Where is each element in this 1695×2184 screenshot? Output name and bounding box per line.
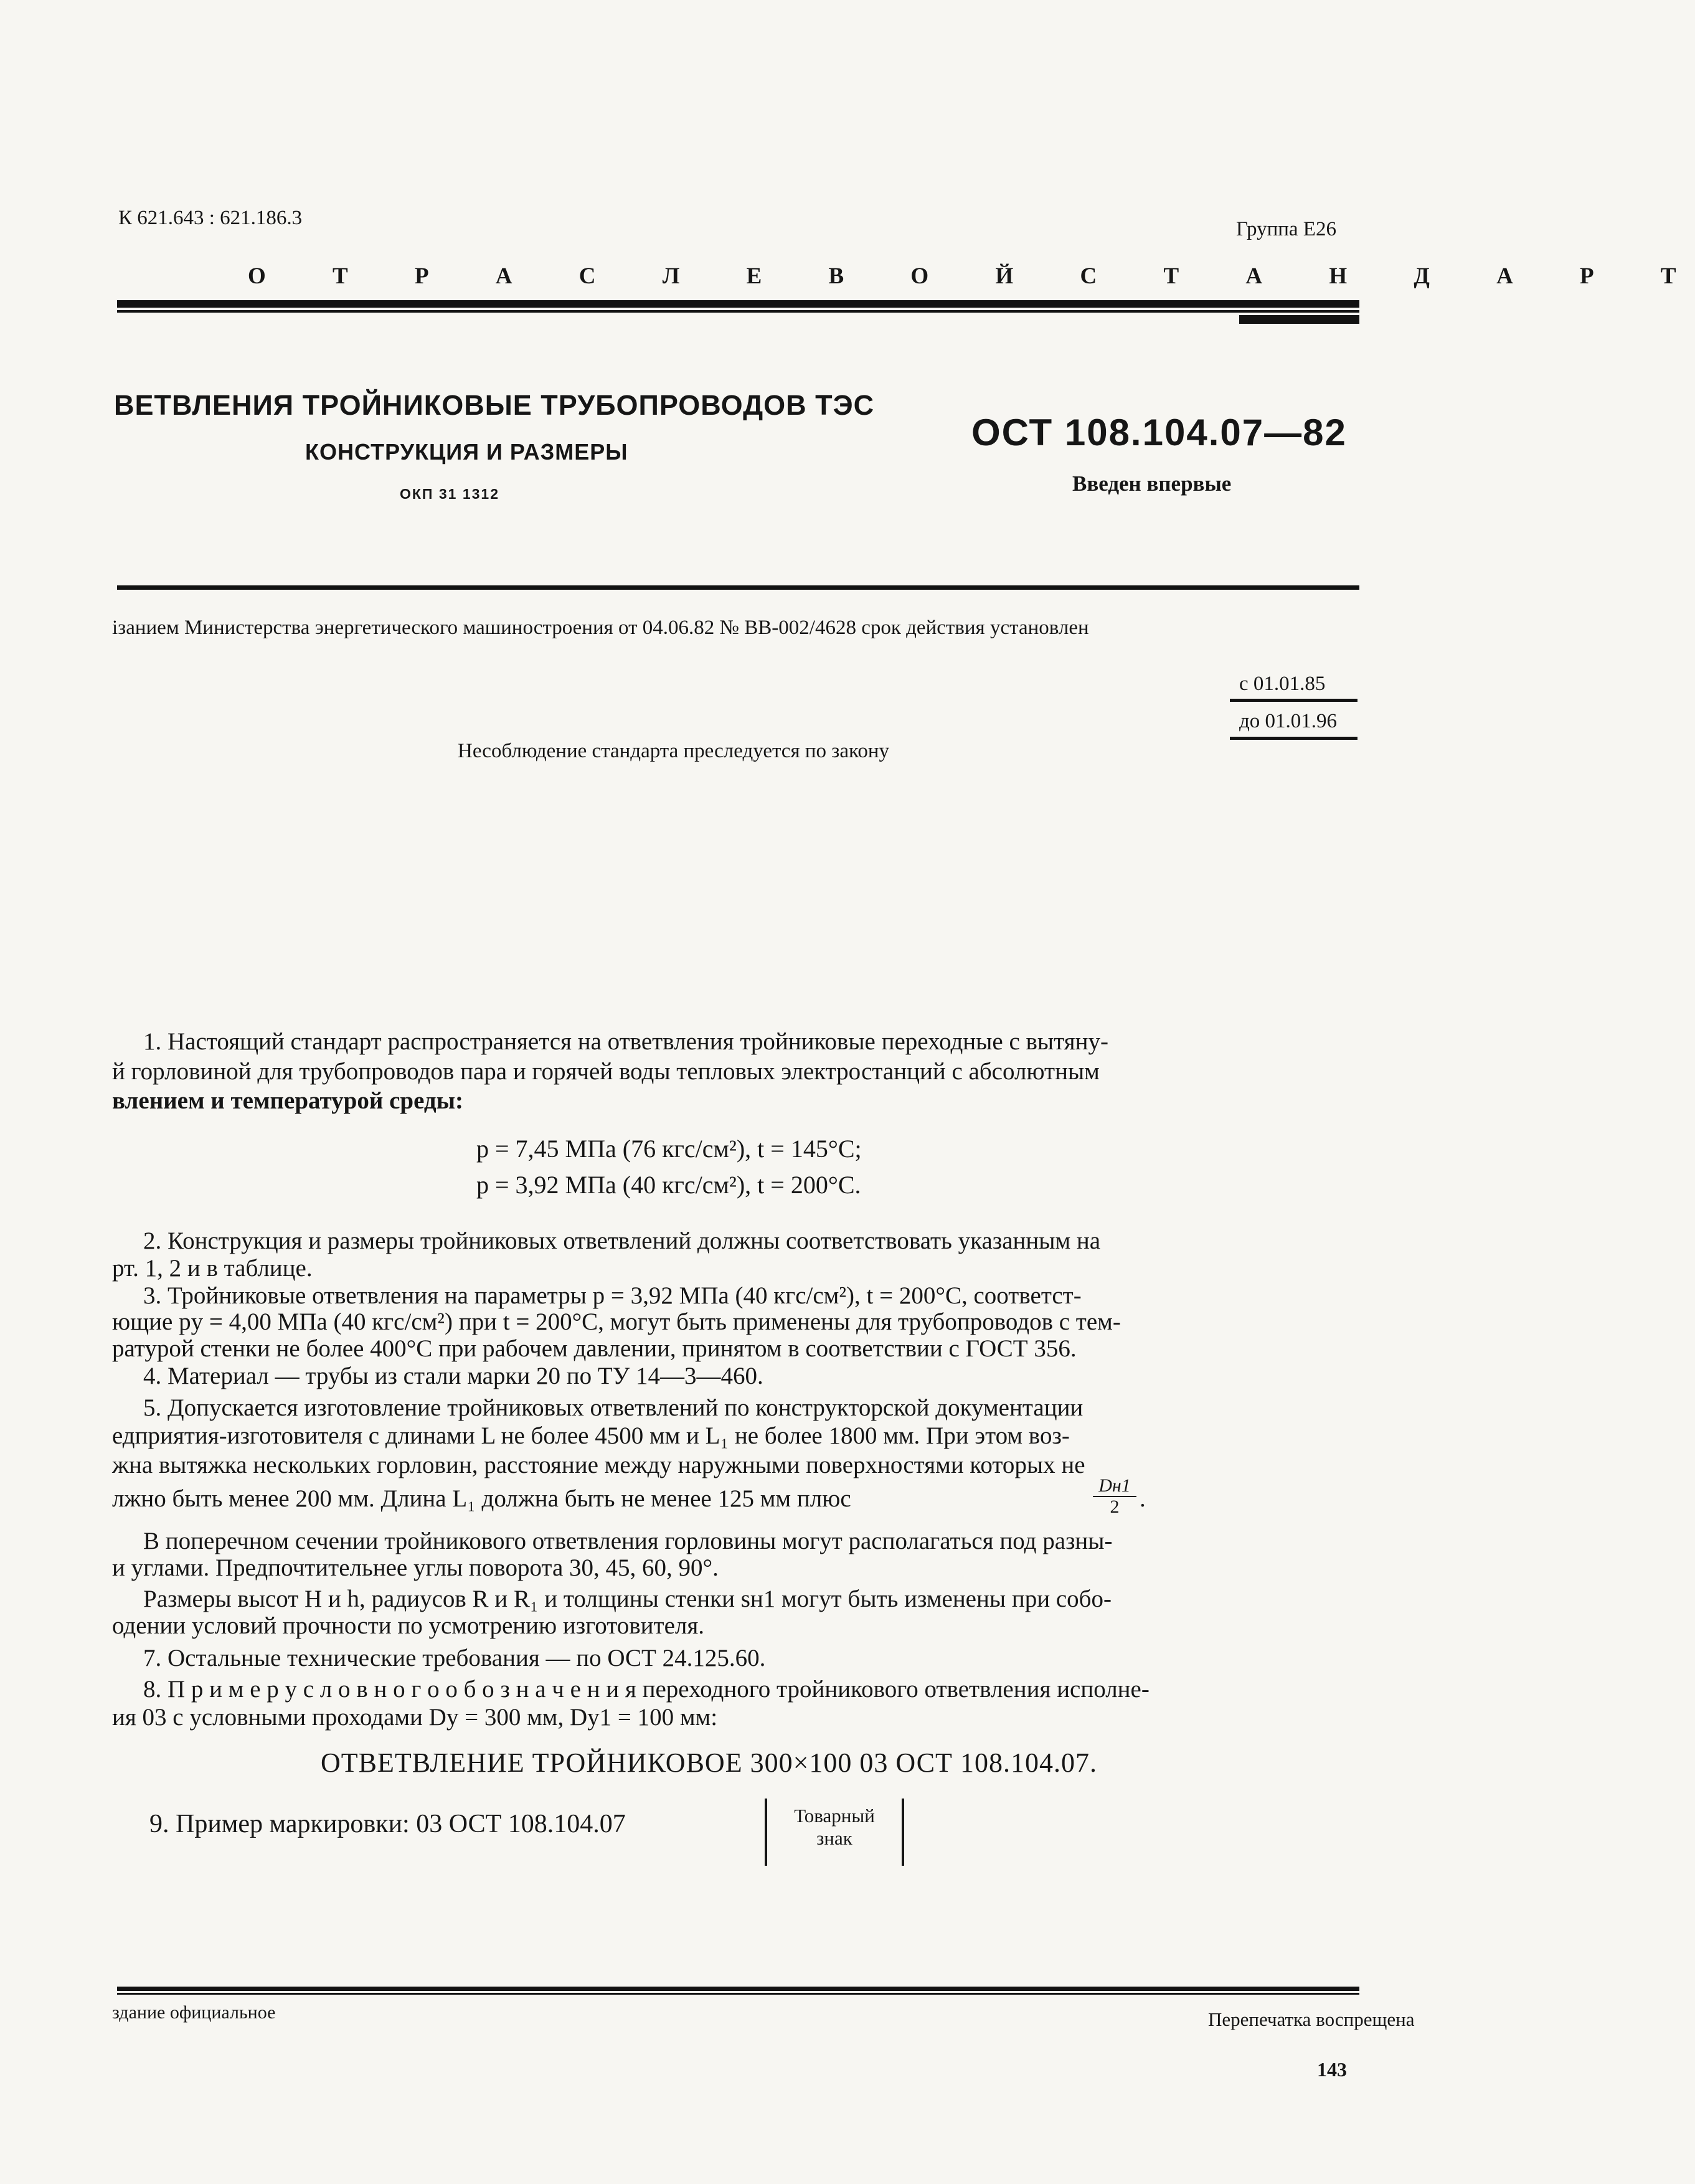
p5-line5: В поперечном сечении тройникового ответвления горловины могут располагаться под разны-: [143, 1528, 1113, 1554]
valid-from-rule: [1230, 699, 1357, 702]
document-subtitle: КОНСТРУКЦИЯ И РАЗМЕРЫ: [305, 439, 628, 465]
p5-line2: едприятия-изготовителя с длинами L не более 4500 мм и L₁ не более 1800 мм. При этом воз-: [112, 1422, 1070, 1449]
p3-line3: ратурой стенки не более 400°С при рабочем давлении, принятом в соответствии с ГОСТ 356.: [112, 1335, 1077, 1362]
fraction: [1093, 1476, 1136, 1517]
p8-line2: ия 03 с условными проходами Dу = 300 мм, Dу1 = 100 мм:: [112, 1704, 718, 1731]
p6-line1: Размеры высот H и h, радиусов R и R₁ и толщины стенки sн1 могут быть изменены при собо-: [143, 1586, 1112, 1612]
title-rule: [117, 585, 1359, 590]
trademark-box: [765, 1799, 904, 1866]
p1-line2: й горловиной для трубопроводов пара и горячей воды тепловых электростанций с абсолютным: [112, 1058, 1100, 1085]
marking-example: 9. Пример маркировки: 03 ОСТ 108.104.07: [149, 1810, 626, 1838]
header-rule-thick: [117, 300, 1359, 308]
p5-line3: жна вытяжка нескольких горловин, расстояние между наружными поверхностями которых не: [112, 1452, 1085, 1478]
p5-line4: лжно быть менее 200 мм. Длина L₁ должна быть не менее 125 мм плюс: [112, 1485, 851, 1512]
group-code: Группа Е26: [1236, 218, 1336, 240]
p3-line2: ющие pу = 4,00 МПа (40 кгс/см²) при t = 200°С, могут быть применены для трубопроводов с тем-: [112, 1308, 1121, 1335]
valid-to: до 01.01.96: [1239, 710, 1338, 732]
p7-line: 7. Остальные технические требования — по ОСТ 24.125.60.: [143, 1645, 766, 1671]
p1-line1: 1. Настоящий стандарт распространяется на ответвления тройниковые переходные с вытяну-: [143, 1028, 1108, 1055]
valid-to-rule: [1230, 737, 1357, 740]
formula-1: p = 7,45 МПа (76 кгс/см²), t = 145°С;: [476, 1135, 862, 1163]
approval-text: ізанием Министерства энергетического машиностроения от 04.06.82 № ВВ-002/4628 срок действия установлен: [112, 617, 1089, 639]
footer-rule-thick: [117, 1987, 1359, 1991]
header-rule-bottom: [1239, 315, 1359, 324]
fraction-denominator: 2: [1110, 1496, 1120, 1517]
reprint-prohibited: Перепечатка воспрещена: [1208, 2008, 1415, 2030]
p8-line1: 8. П р и м е р у с л о в н о г о о б о з н а ч е н и я переходного тройникового ответвления исполне-: [143, 1676, 1150, 1703]
official-edition: здание официальное: [112, 2002, 276, 2023]
valid-from: с 01.01.85: [1239, 673, 1326, 695]
formula-2: p = 3,92 МПа (40 кгс/см²), t = 200°С.: [476, 1171, 861, 1199]
p5-line4-end: .: [1140, 1485, 1146, 1512]
p2-line1: 2. Конструкция и размеры тройниковых ответвлений должны соответствовать указанным на: [143, 1227, 1101, 1254]
p2-line2: рт. 1, 2 и в таблице.: [112, 1255, 313, 1282]
standard-designation: ОСТ 108.104.07—82: [971, 412, 1347, 453]
standard-heading: О Т Р А С Л Е В О Й С Т А Н Д А Р Т: [248, 263, 1695, 289]
p5-line6: и углами. Предпочтительнее углы поворота 30, 45, 60, 90°.: [112, 1554, 719, 1581]
designation-example: ОТВЕТВЛЕНИЕ ТРОЙНИКОВОЕ 300×100 03 ОСТ 108.104.07.: [321, 1747, 1097, 1778]
okp-code: ОКП 31 1312: [400, 486, 499, 502]
page-number: 143: [1317, 2058, 1347, 2081]
udk-code: К 621.643 : 621.186.3: [118, 207, 303, 229]
footer-rule-thin: [117, 1993, 1359, 1995]
p4-line: 4. Материал — трубы из стали марки 20 по ТУ 14—3—460.: [143, 1363, 763, 1389]
trademark-line2: знак: [816, 1827, 852, 1849]
noncompliance-note: Несоблюдение стандарта преследуется по закону: [458, 740, 889, 762]
p3-line1: 3. Тройниковые ответвления на параметры p = 3,92 МПа (40 кгс/см²), t = 200°С, соответст-: [143, 1282, 1082, 1309]
p5-line1: 5. Допускается изготовление тройниковых ответвлений по конструкторской документации: [143, 1394, 1084, 1421]
trademark-line1: Товарный: [794, 1805, 875, 1827]
fraction-numerator: Dн1: [1098, 1475, 1131, 1496]
introduced-note: Введен впервые: [1072, 471, 1232, 496]
p1-line3: влением и температурой среды:: [112, 1087, 464, 1114]
document-title: ВЕТВЛЕНИЯ ТРОЙНИКОВЫЕ ТРУБОПРОВОДОВ ТЭС: [114, 389, 875, 421]
header-rule-thin: [117, 310, 1359, 313]
p6-line2: одении условий прочности по усмотрению изготовителя.: [112, 1612, 705, 1639]
